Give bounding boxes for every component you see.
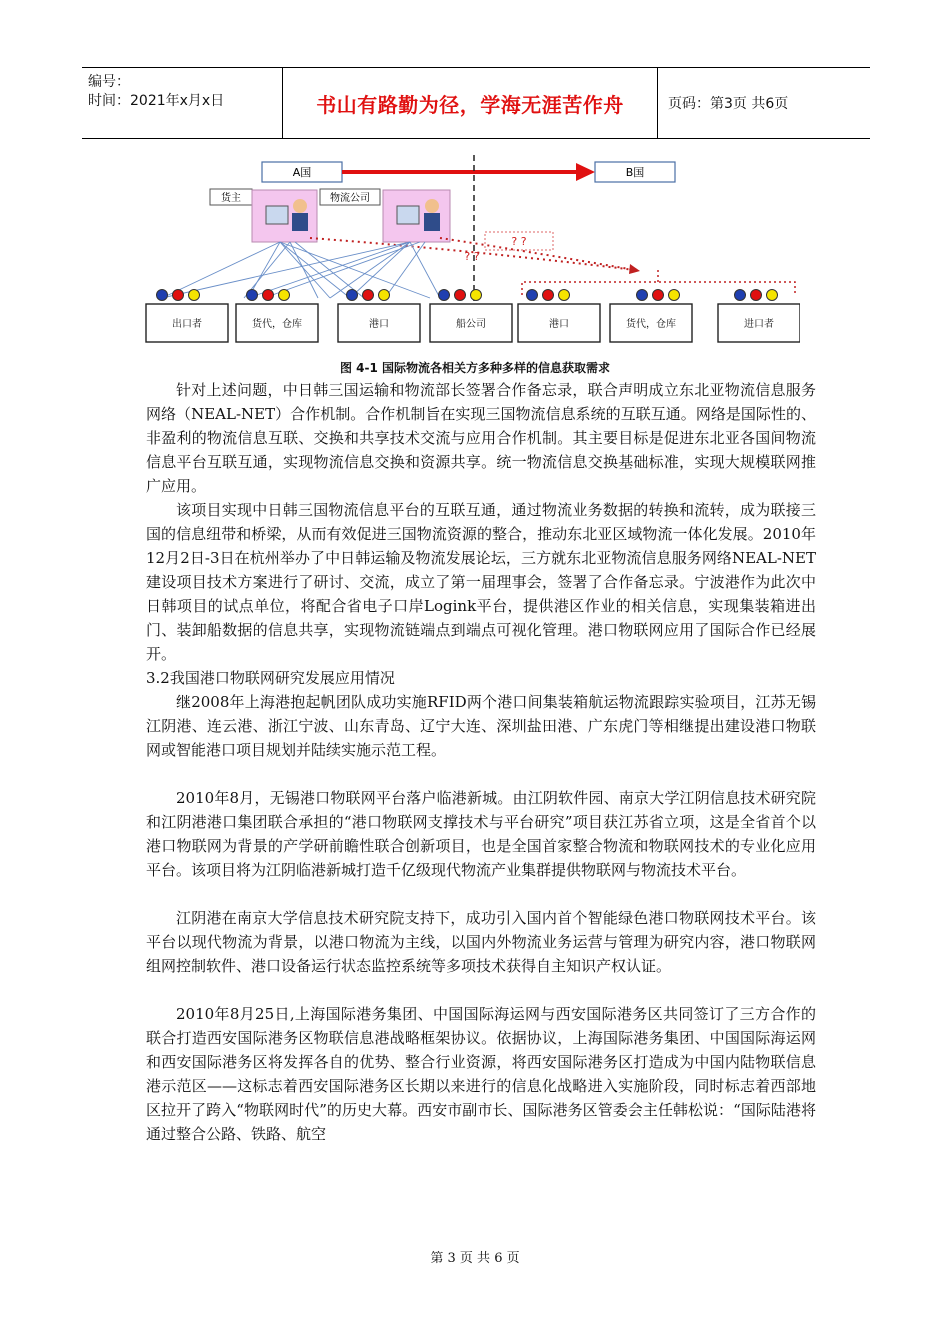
paragraph: 该项目实现中日韩三国物流信息平台的互联互通，通过物流业务数据的转换和流转，成为联接三国的信息纽带和桥梁，从而有效促进三国物流资源的整合，推动东北亚区域物流一体化发展。2010年12月2日-3日在杭州举办了中日韩运输及物流发展论坛，三方就东北亚物流信息服务网络NEAL-NET建设项目技术方案进行了研讨、交流，成立了第一届理事会，签署了合作备忘录。宁波港作为此次中日韩项目的试点单位，将配合省电子口岸Logink平台，提供港区作业的相关信息，实现集装箱进出门、装卸船数据的信息共享，实现物流链端点到端点可视化管理。港口物联网应用了国际合作已经展开。 <box>146 501 816 663</box>
page-header <box>82 67 870 139</box>
paragraph: 江阴港在南京大学信息技术研究院支持下，成功引入国内首个智能绿色港口物联网技术平台。该平台以现代物流为背景，以港口物流为主线，以国内外物流业务运营与管理为研究内容，港口物联网组网控制软件、港口设备运行状态监控系统等多项技术获得自主知识产权认证。 <box>146 909 816 975</box>
logistics-diagram <box>140 150 800 350</box>
article-body <box>146 378 816 1146</box>
page-footer: 第 3 页 共 6 页 <box>430 1251 520 1266</box>
header-meta <box>82 68 283 138</box>
paragraph: 针对上述问题，中日韩三国运输和物流部长签署合作备忘录，联合声明成立东北亚物流信息服务网络（NEAL-NET）合作机制。合作机制旨在实现三国物流信息系统的互联互通。网络是国际性的、非盈利的物流信息互联、交换和共享技术交流与应用合作机制。其主要目标是促进东北亚各国间物流信息平台互联互通，实现物流信息交换和资源共享。统一物流信息交换基础标准，实现大规模联网推广应用。 <box>146 381 816 495</box>
box-label: 货代，仓库 <box>626 319 676 330</box>
box-label: 进口者 <box>744 319 774 330</box>
header-page-info: 页码：第3页 共6页 <box>668 96 789 112</box>
country-a-label: A国 <box>292 166 312 179</box>
time-label: 时间：2021年x月x日 <box>88 93 225 109</box>
logistics-company-label: 物流公司 <box>330 193 370 204</box>
box-label: 船公司 <box>456 319 486 330</box>
header-motto: 书山有路勤为径，学海无涯苦作舟 <box>283 68 658 138</box>
computer-icon <box>397 206 419 224</box>
box-label: 货代，仓库 <box>252 319 302 330</box>
question-mark-2: ? ? <box>464 250 480 263</box>
computer-icon <box>266 206 288 224</box>
connector-lines <box>162 242 440 298</box>
box-label: 出口者 <box>172 319 202 330</box>
person-icon <box>425 199 439 213</box>
question-mark-1: ? ? <box>511 235 527 248</box>
number-label: 编号： <box>88 74 130 90</box>
box-label: 港口 <box>549 319 569 330</box>
paragraph: 2010年8月25日,上海国际港务集团、中国国际海运网与西安国际港务区共同签订了三方合作的联合打造西安国际港务区物联信息港战略框架协议。依据协议，上海国际港务集团、中国国际海运网和西安国际港务区将发挥各自的优势、整合行业资源，将西安国际港务区打造成为中国内陆物联信息港示范区——这标志着西安国际港务区长期以来进行的信息化战略进入实施阶段，同时标志着西部地区拉开了跨入“物联网时代”的历史大幕。西安市副市长、国际港务区管委会主任韩松说：“国际陆港将通过整合公路、铁路、航空 <box>146 1005 816 1143</box>
section-heading: 3.2我国港口物联网研究发展应用情况 <box>146 669 395 687</box>
box-label: 港口 <box>369 319 389 330</box>
country-b-label: B国 <box>625 166 645 179</box>
person-icon <box>293 199 307 213</box>
paragraph: 2010年8月，无锡港口物联网平台落户临港新城。由江阴软件园、南京大学江阴信息技术研究院和江阴港港口集团联合承担的“港口物联网支撑技术与平台研究”项目获江苏省立项，这是全省首个以港口物联网为背景的产学研前瞻性联合创新项目，也是全国首家整合物流和物联网技术的专业化应用平台。该项目将为江阴临港新城打造千亿级现代物流产业集群提供物联网与物流技术平台。 <box>146 789 816 879</box>
status-dots <box>157 290 778 301</box>
shipper-label: 货主 <box>221 193 241 204</box>
flow-arrow-head <box>576 163 595 181</box>
paragraph: 继2008年上海港抱起帆团队成功实施RFID两个港口间集装箱航运物流跟踪实验项目，江苏无锡江阴港、连云港、浙江宁波、山东青岛、辽宁大连、深圳盐田港、广东虎门等相继提出建设港口物联网或智能港口项目规划并陆续实施示范工程。 <box>146 693 816 759</box>
figure-caption: 图 4-1 国际物流各相关方多种多样的信息获取需求 <box>339 361 611 375</box>
